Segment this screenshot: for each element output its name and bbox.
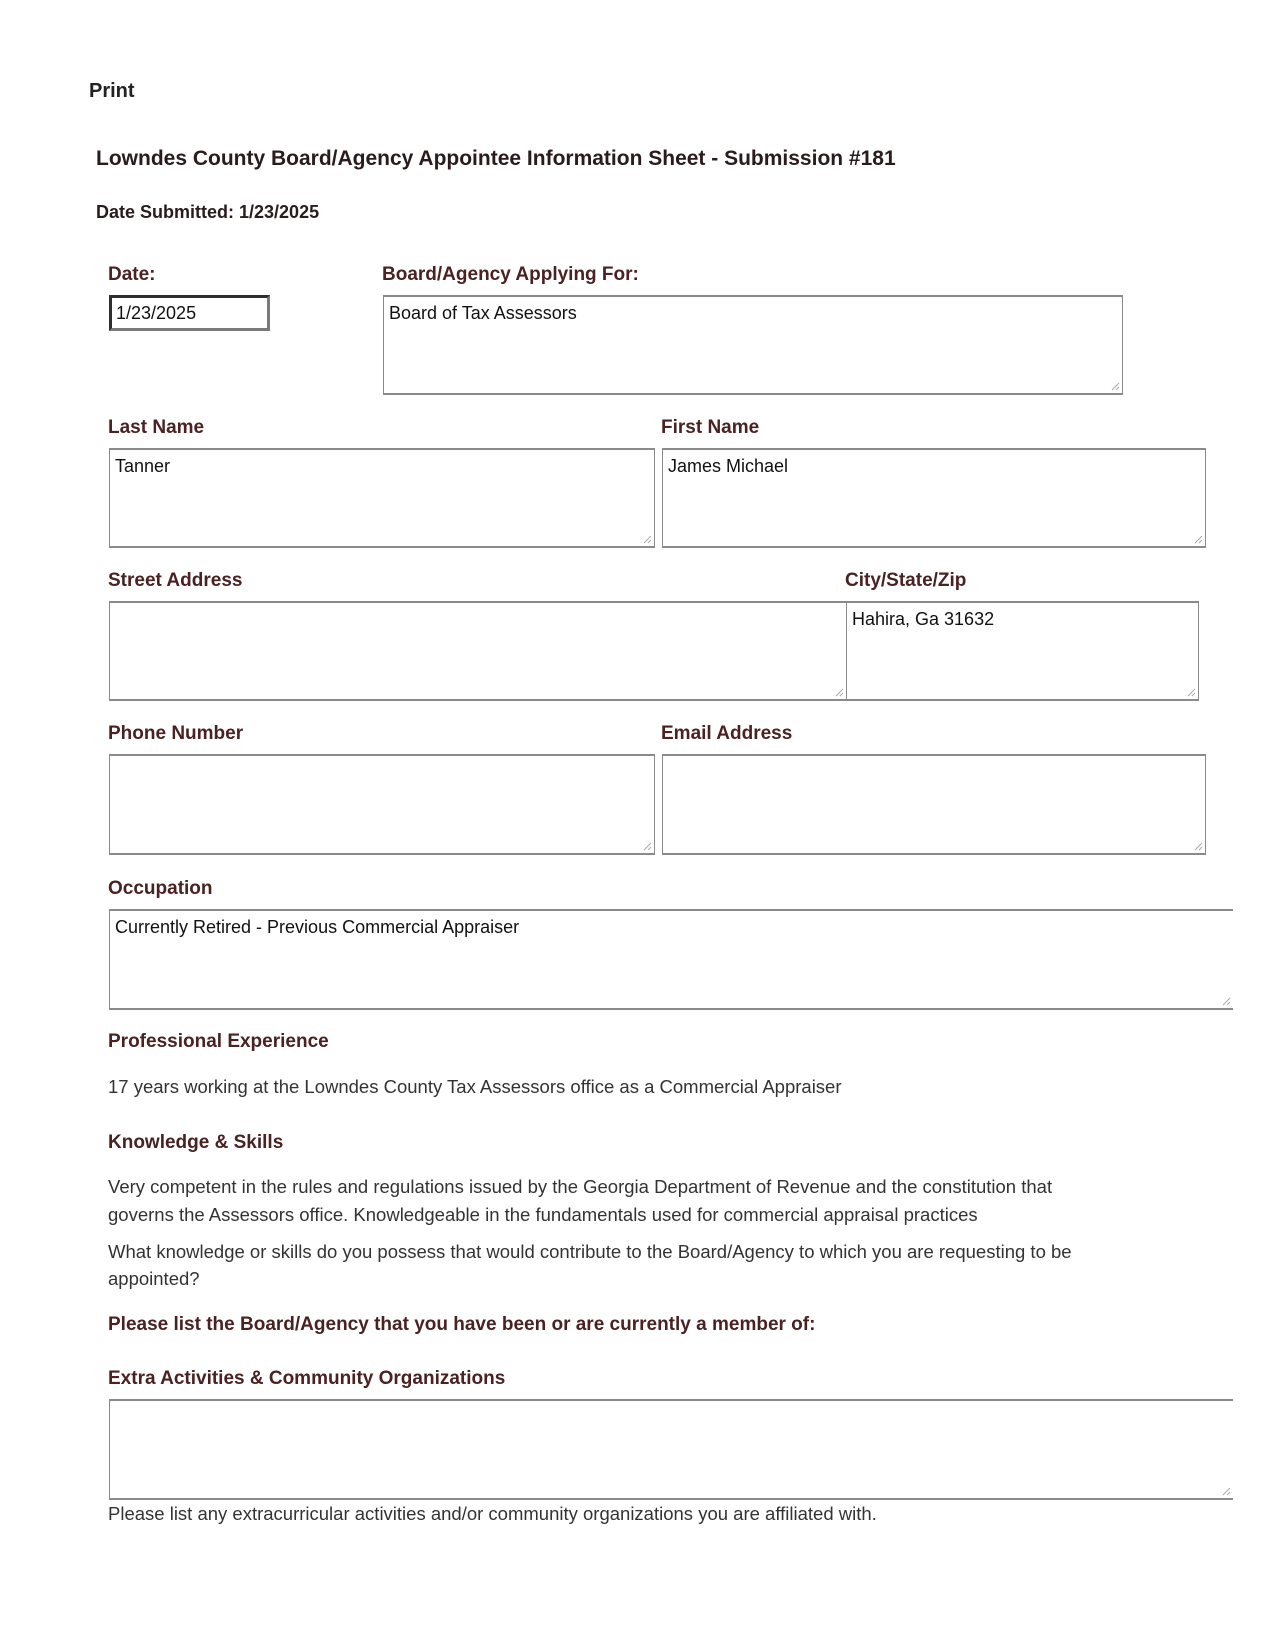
first-name-textarea[interactable] [662, 448, 1206, 548]
resize-handle-icon[interactable] [834, 687, 844, 697]
professional-experience-value: 17 years working at the Lowndes County Tax Assessors office as a Commercial Appraiser [108, 1076, 842, 1097]
extra-activities-textarea[interactable] [109, 1399, 1233, 1500]
knowledge-skills-label: Knowledge & Skills [108, 1132, 284, 1153]
date-submitted: Date Submitted: 1/23/2025 [96, 202, 320, 222]
last-name-label: Last Name [108, 417, 205, 438]
street-address-label: Street Address [108, 570, 243, 591]
board-agency-value: Board of Tax Assessors [389, 303, 577, 323]
last-name-textarea[interactable] [109, 448, 655, 548]
email-address-label: Email Address [661, 723, 793, 744]
resize-handle-icon[interactable] [1193, 534, 1203, 544]
phone-number-textarea[interactable] [109, 754, 655, 855]
extra-activities-label: Extra Activities & Community Organizations [108, 1368, 506, 1389]
first-name-label: First Name [661, 417, 760, 438]
extra-activities-help: Please list any extracurricular activities and/or community organizations you are affiliated with. [108, 1503, 877, 1524]
resize-handle-icon[interactable] [1193, 841, 1203, 851]
phone-number-label: Phone Number [108, 723, 244, 744]
board-agency-textarea[interactable] [383, 295, 1123, 395]
page-title: Lowndes County Board/Agency Appointee Information Sheet - Submission #181 [96, 147, 896, 170]
resize-handle-icon[interactable] [1110, 381, 1120, 391]
resize-handle-icon[interactable] [1221, 1486, 1231, 1496]
board-membership-label: Please list the Board/Agency that you have been or are currently a member of: [108, 1314, 816, 1335]
occupation-textarea[interactable] [109, 909, 1233, 1010]
last-name-value: Tanner [115, 456, 171, 476]
street-address-textarea[interactable] [109, 601, 847, 701]
city-state-zip-label: City/State/Zip [845, 570, 967, 591]
resize-handle-icon[interactable] [642, 534, 652, 544]
date-label: Date: [108, 264, 156, 285]
knowledge-skills-help-line1: What knowledge or skills do you possess that would contribute to the Board/Agency to which you are requesting to be [108, 1241, 1072, 1262]
board-agency-label: Board/Agency Applying For: [382, 264, 639, 285]
print-link[interactable]: Print [89, 80, 135, 102]
occupation-value: Currently Retired - Previous Commercial Appraiser [115, 917, 520, 937]
email-address-textarea[interactable] [662, 754, 1206, 855]
knowledge-skills-value-line1: Very competent in the rules and regulations issued by the Georgia Department of Revenue and the constitution that [108, 1176, 1053, 1197]
city-state-zip-value: Hahira, Ga 31632 [852, 609, 995, 629]
knowledge-skills-help-line2: appointed? [108, 1268, 200, 1289]
resize-handle-icon[interactable] [642, 841, 652, 851]
date-input[interactable]: 1/23/2025 [109, 295, 270, 331]
resize-handle-icon[interactable] [1221, 996, 1231, 1006]
knowledge-skills-value-line2: governs the Assessors office. Knowledgeable in the fundamentals used for commercial appraisal practices [108, 1204, 978, 1225]
resize-handle-icon[interactable] [1186, 687, 1196, 697]
first-name-value: James Michael [668, 456, 789, 476]
city-state-zip-textarea[interactable] [846, 601, 1199, 701]
occupation-label: Occupation [108, 878, 213, 899]
professional-experience-label: Professional Experience [108, 1031, 329, 1052]
